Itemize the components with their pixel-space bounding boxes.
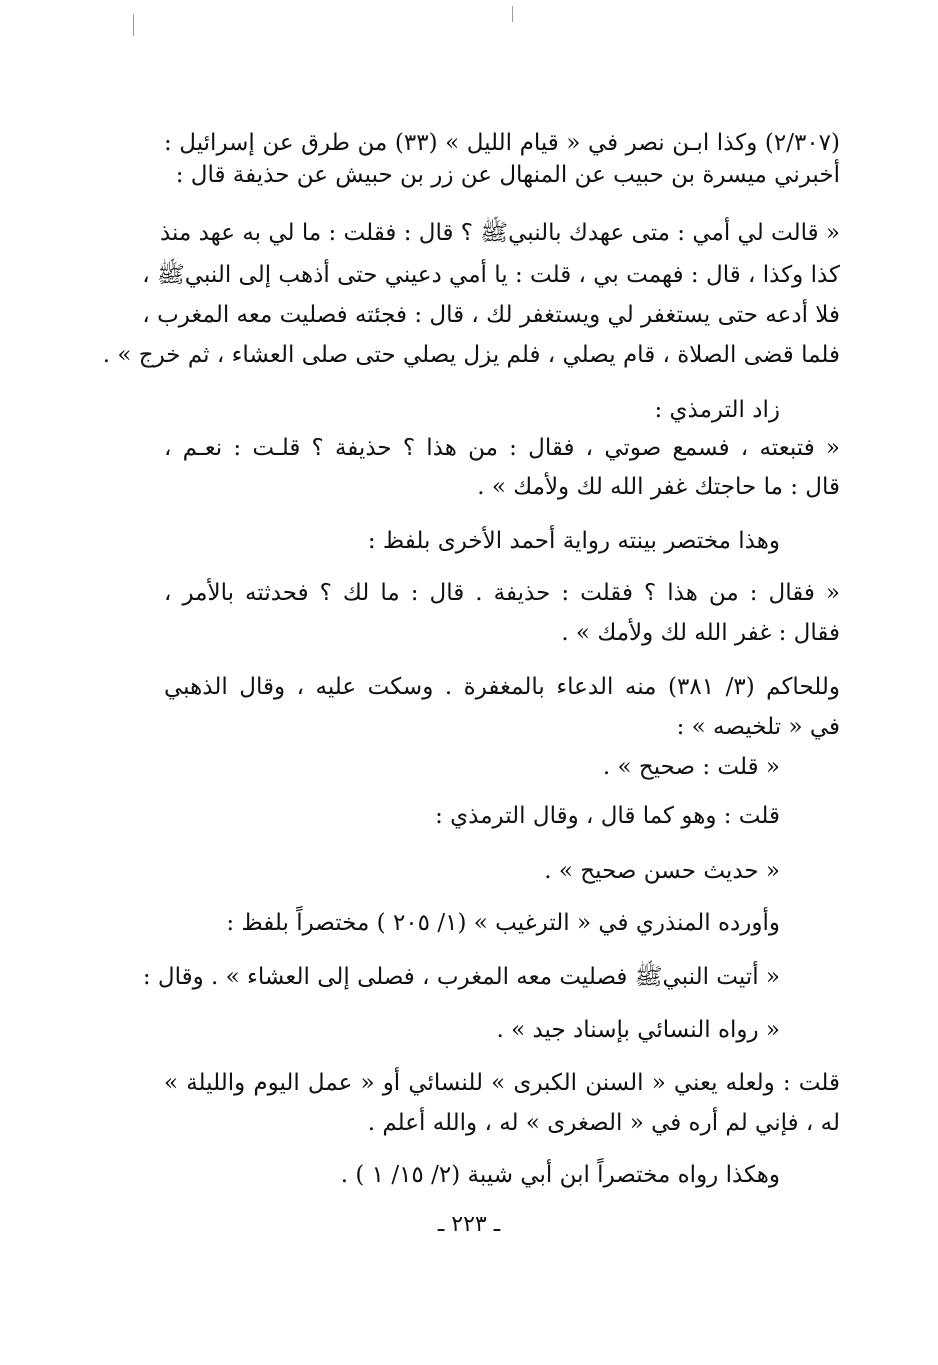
text-line: زاد الترمذي : (654, 397, 780, 423)
text-line: له ، فإني لم أره في « الصغرى » له ، والله أعلم . (367, 1110, 840, 1136)
text-line: « فتبعته ، فسمع صوتي ، فقال : من هذا ؟ حذيفة ؟ قلـت : نعـم ، (164, 435, 840, 461)
scan-speck (512, 6, 513, 22)
text-line: « قلت : صحيح » . (602, 754, 780, 780)
text-line: « قالت لي أمي : متى عهدك بالنبيﷺ ؟ قال : فقلت : ما لي به عهد منذ (159, 220, 840, 246)
scan-speck (133, 14, 134, 36)
page-number: ـ ٢٢٣ ـ (437, 1212, 501, 1237)
text-line: فقال : غفر الله لك ولأمك » . (561, 620, 840, 646)
text-line: وهكذا رواه مختصراً ابن أبي شيبة (٢/ ١٥/ ١ ) . (340, 1162, 780, 1188)
text-line: « حديث حسن صحيح » . (544, 858, 780, 884)
text-line: فلا أدعه حتى يستغفر لي ويستغفر لك ، قال : فجئته فصليت معه المغرب ، (142, 302, 840, 328)
text-line: قلت : ولعله يعني « السنن الكبرى » للنسائي أو « عمل اليوم والليلة » (164, 1070, 840, 1096)
text-line: وللحاكم (٣/ ٣٨١) منه الدعاء بالمغفرة . وسكت عليه ، وقال الذهبي (164, 674, 841, 700)
text-line: أخبرني ميسرة بن حبيب عن المنهال عن زر بن حبيش عن حذيفة قال : (175, 162, 840, 188)
text-line: وهذا مختصر بينته رواية أحمد الأخرى بلفظ : (367, 528, 780, 554)
text-line: فلما قضى الصلاة ، قام يصلي ، فلم يزل يصلي حتى صلى العشاء ، ثم خرج » . (102, 342, 840, 368)
text-line: « رواه النسائي بإسناد جيد » . (496, 1017, 780, 1043)
text-line: (٢/٣٠٧) وكذا ابـن نصر في « قيام الليل » (٣٣) من طرق عن إسرائيل : (164, 130, 841, 156)
text-line: « أتيت النبيﷺ فصليت معه المغرب ، فصلى إلى العشاء » . وقال : (142, 964, 780, 990)
text-line: كذا وكذا ، قال : فهمت بي ، قلت : يا أمي دعيني حتى أذهب إلى النبيﷺ ، (142, 262, 840, 288)
text-line: قال : ما حاجتك غفر الله لك ولأمك » . (477, 474, 840, 500)
text-line: في « تلخيصه » : (676, 714, 840, 740)
text-line: قلت : وهو كما قال ، وقال الترمذي : (435, 803, 780, 829)
text-line: « فقال : من هذا ؟ فقلت : حذيفة . قال : ما لك ؟ فحدثته بالأمر ، (164, 580, 840, 606)
text-line: وأورده المنذري في « الترغيب » (١/ ٢٠٥ ) مختصراً بلفظ : (226, 910, 780, 936)
